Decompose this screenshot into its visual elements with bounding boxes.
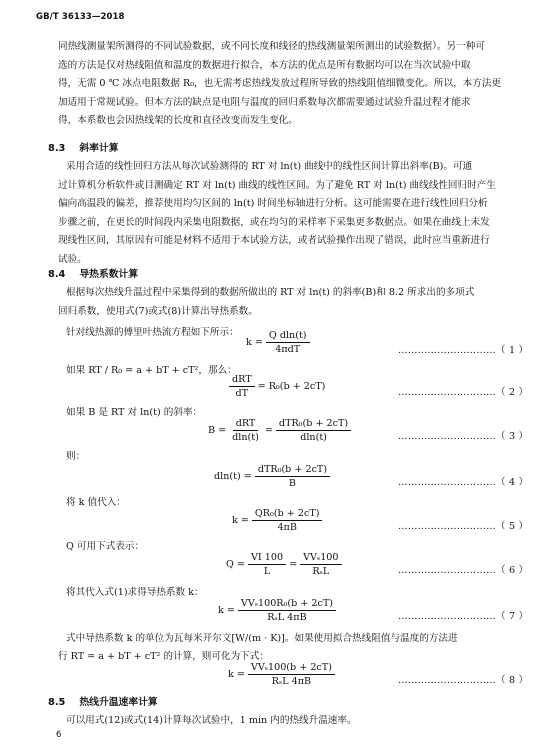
page-number: 6 (56, 730, 62, 740)
eq-numerator: VVₛ100(b + 2cT) (248, 662, 335, 675)
section-number: 8.5 (48, 697, 66, 708)
eq-denominator: dT (235, 388, 249, 399)
section-8-4-paragraph (58, 284, 528, 321)
text-line: 步骤之前，在更长的时间段内采集电阻数据，或在均匀的采样率下采集更多数据点。如果在曲线上未发 (58, 216, 490, 228)
text-line: 回归系数，使用式(7)或式(8)计算出导热系数。 (58, 305, 258, 317)
equation-number: …………………………（ 5 ） (398, 521, 529, 532)
eq-equals: = (264, 425, 273, 436)
section-heading-8-3 (48, 140, 133, 154)
section-heading-8-5 (48, 694, 172, 708)
equation-5 (232, 508, 325, 533)
eq-lhs: k = (228, 669, 245, 680)
equation-number: …………………………（ 8 ） (398, 675, 529, 686)
equation-number: …………………………（ 3 ） (398, 431, 529, 442)
text-line: 如果 RT / R₀ = a + bT + cT²，那么： (66, 365, 237, 376)
text-line: 现线性区间，其原因有可能是材料不适用于本试验方法，或者试验操作出现了错误，此时应当重新进行 (58, 235, 490, 247)
eq-numerator: VVₛ100R₀(b + 2cT) (238, 598, 336, 611)
text-line: 将其代入式(1)求得导热系数 k： (66, 587, 204, 598)
text-line: 针对线热源的傅里叶热流方程如下所示： (66, 327, 239, 338)
eq-numerator: QR₀(b + 2cT) (252, 508, 323, 521)
eq-denominator: RₛL 4πB (271, 676, 312, 687)
eq-denominator: B (288, 478, 296, 489)
eq-lhs: Q = (226, 559, 245, 570)
eq-denominator: L (263, 566, 271, 577)
text-line: 试验。 (58, 253, 87, 265)
eq-denominator: RₛL 4πB (267, 612, 307, 623)
equation-7 (218, 598, 339, 623)
text-line: 根据每次热线升温过程中采集得到的数据所做出的 RT 对 ln(t) 的斜率(B)和 8.2 所求出的多项式 (66, 287, 475, 298)
intro-paragraph (58, 38, 528, 131)
text-line: 选的方法是仅对热线阻值和温度的数据进行拟合，本方法的优点是所有数据均可以在当次试验中取 (58, 59, 471, 71)
section-heading-8-4 (48, 266, 152, 280)
text-line: 偏向高温段的偏差，推荐使用均匀区间的 ln(t) 时间坐标轴进行分析。这可能需要在进行线性回归分析 (58, 198, 488, 210)
eq-lhs: k = (246, 337, 263, 348)
standard-header: GB/T 36133—2018 (36, 12, 125, 22)
section-title: 热线升温速率计算 (79, 697, 158, 708)
text-line: 同热线测量架所测得的不同试验数据，或不同长度和线径的热线测量架所测出的试验数据）。另一种可 (58, 41, 485, 52)
eq-denominator: RₛL (312, 566, 330, 577)
text-line: 如果 B 是 RT 对 ln(t) 的斜率： (66, 407, 203, 418)
text-line: 行 RT = a + bT + cT² 的计算，则可化为下式： (58, 651, 269, 662)
eq-numerator: VI 100 (248, 552, 286, 565)
eq-denominator: 4πB (277, 522, 297, 533)
text-line: 则： (66, 451, 86, 462)
equation-3 (208, 418, 354, 443)
text-line: Q 可用下式表示： (66, 541, 145, 552)
section-title: 斜率计算 (79, 143, 119, 154)
equation-number: …………………………（ 4 ） (398, 477, 529, 488)
section-8-3-paragraph (58, 158, 528, 270)
eq-denominator: 4πdT (275, 344, 301, 355)
text-line: 得，无需 0 ℃ 冰点电阻数据 R₀，也无需考虑热线发放过程所导致的热线阻值细微变化。所以，本方法更 (58, 78, 502, 90)
text-line: 得，本系数也会因热线架的长度和直径改变而发生变化。 (58, 115, 298, 127)
equation-4 (214, 464, 333, 489)
equation-number: …………………………（ 6 ） (398, 565, 529, 576)
eq-numerator: dTR₀(b + 2cT) (276, 418, 351, 431)
equation-2 (226, 374, 325, 399)
equation-8 (228, 662, 338, 687)
equation-number: …………………………（ 7 ） (398, 611, 529, 622)
section-title: 导热系数计算 (79, 269, 139, 280)
text-line: 过计算机分析软件或目测确定 RT 对 ln(t) 曲线的线性区间。为了避免 RT 对 ln(t) 曲线线性回归时产生 (58, 179, 496, 191)
eq-rhs: = R₀(b + 2cT) (257, 381, 326, 392)
eq-denominator: dln(t) (232, 432, 259, 443)
eq-equals: = (289, 559, 298, 570)
eq-denominator: dln(t) (300, 432, 327, 443)
equation-1 (246, 330, 313, 355)
text-line: 将 k 值代入： (66, 497, 126, 508)
text-line: 加适用于常规试验。但本方法的缺点是电阻与温度的回归系数每次都需要通过试验升温过程才能求 (58, 96, 471, 108)
equation-number: …………………………（ 1 ） (398, 345, 529, 356)
eq-numerator: VVₛ100 (300, 552, 341, 565)
eq-numerator: dRT (229, 374, 255, 387)
eq-numerator: dTR₀(b + 2cT) (255, 464, 330, 477)
eq-lhs: dln(t) = (214, 471, 252, 482)
equation-number: …………………………（ 2 ） (398, 387, 529, 398)
text-line: 式中导热系数 k 的单位为瓦每米开尔文[W/(m · K)]。如果使用拟合热线阻值与温度的方法进 (66, 633, 458, 644)
eq-numerator: dRT (233, 418, 259, 431)
text-line: 可以用式(12)或式(14)计算每次试验中，1 min 内的热线升温速率。 (66, 715, 357, 726)
section-number: 8.4 (48, 269, 66, 280)
equation-6 (226, 552, 345, 577)
eq-lhs: B = (208, 425, 227, 436)
eq-numerator: Q dln(t) (266, 330, 310, 343)
text-line: 采用合适的线性回归方法从每次试验测得的 RT 对 ln(t) 曲线中的线性区间计算出斜率(B)。可通 (66, 161, 473, 172)
eq-lhs: k = (218, 605, 235, 616)
section-number: 8.3 (48, 143, 66, 154)
eq-lhs: k = (232, 515, 249, 526)
